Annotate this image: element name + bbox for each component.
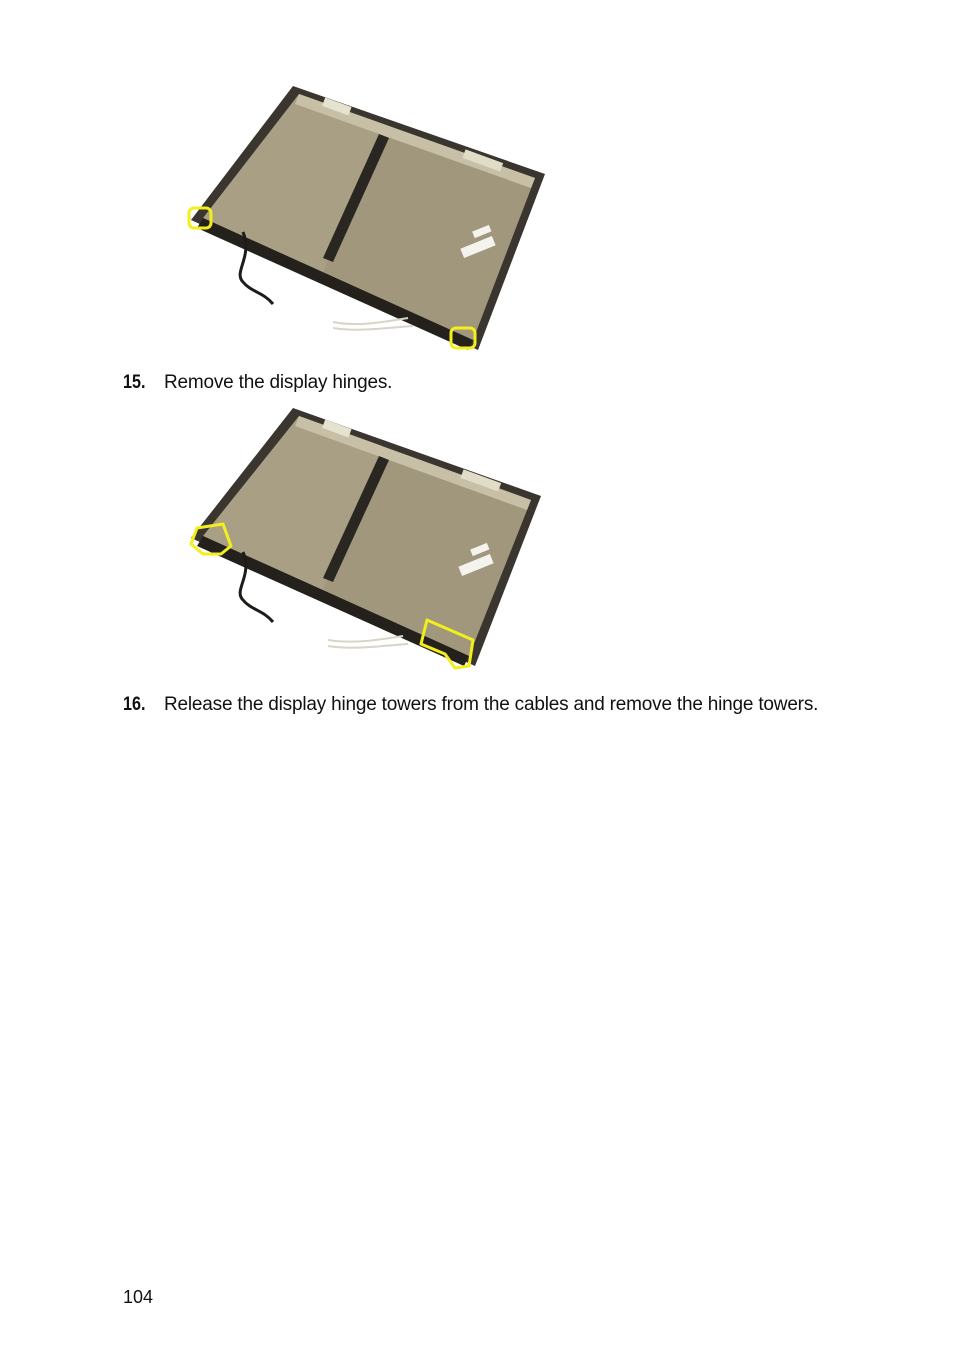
step-text: Release the display hinge towers from the cables and remove the hinge towers. <box>164 694 819 715</box>
antenna-cable <box>328 644 408 648</box>
step-number: 16. <box>123 694 146 715</box>
antenna-cable <box>328 636 403 642</box>
figure-display-back-hinge-screws <box>183 82 563 362</box>
step-text: Remove the display hinges. <box>164 372 393 393</box>
step-15 <box>123 369 843 397</box>
display-back-cover-illustration <box>183 404 563 684</box>
antenna-cable <box>333 318 408 324</box>
antenna-cable <box>333 326 413 330</box>
step-16 <box>123 691 843 719</box>
page-number: 104 <box>123 1287 154 1307</box>
step-number: 15. <box>123 372 146 393</box>
display-back-cover-illustration <box>183 82 563 362</box>
figure-display-back-hinges <box>183 404 563 684</box>
